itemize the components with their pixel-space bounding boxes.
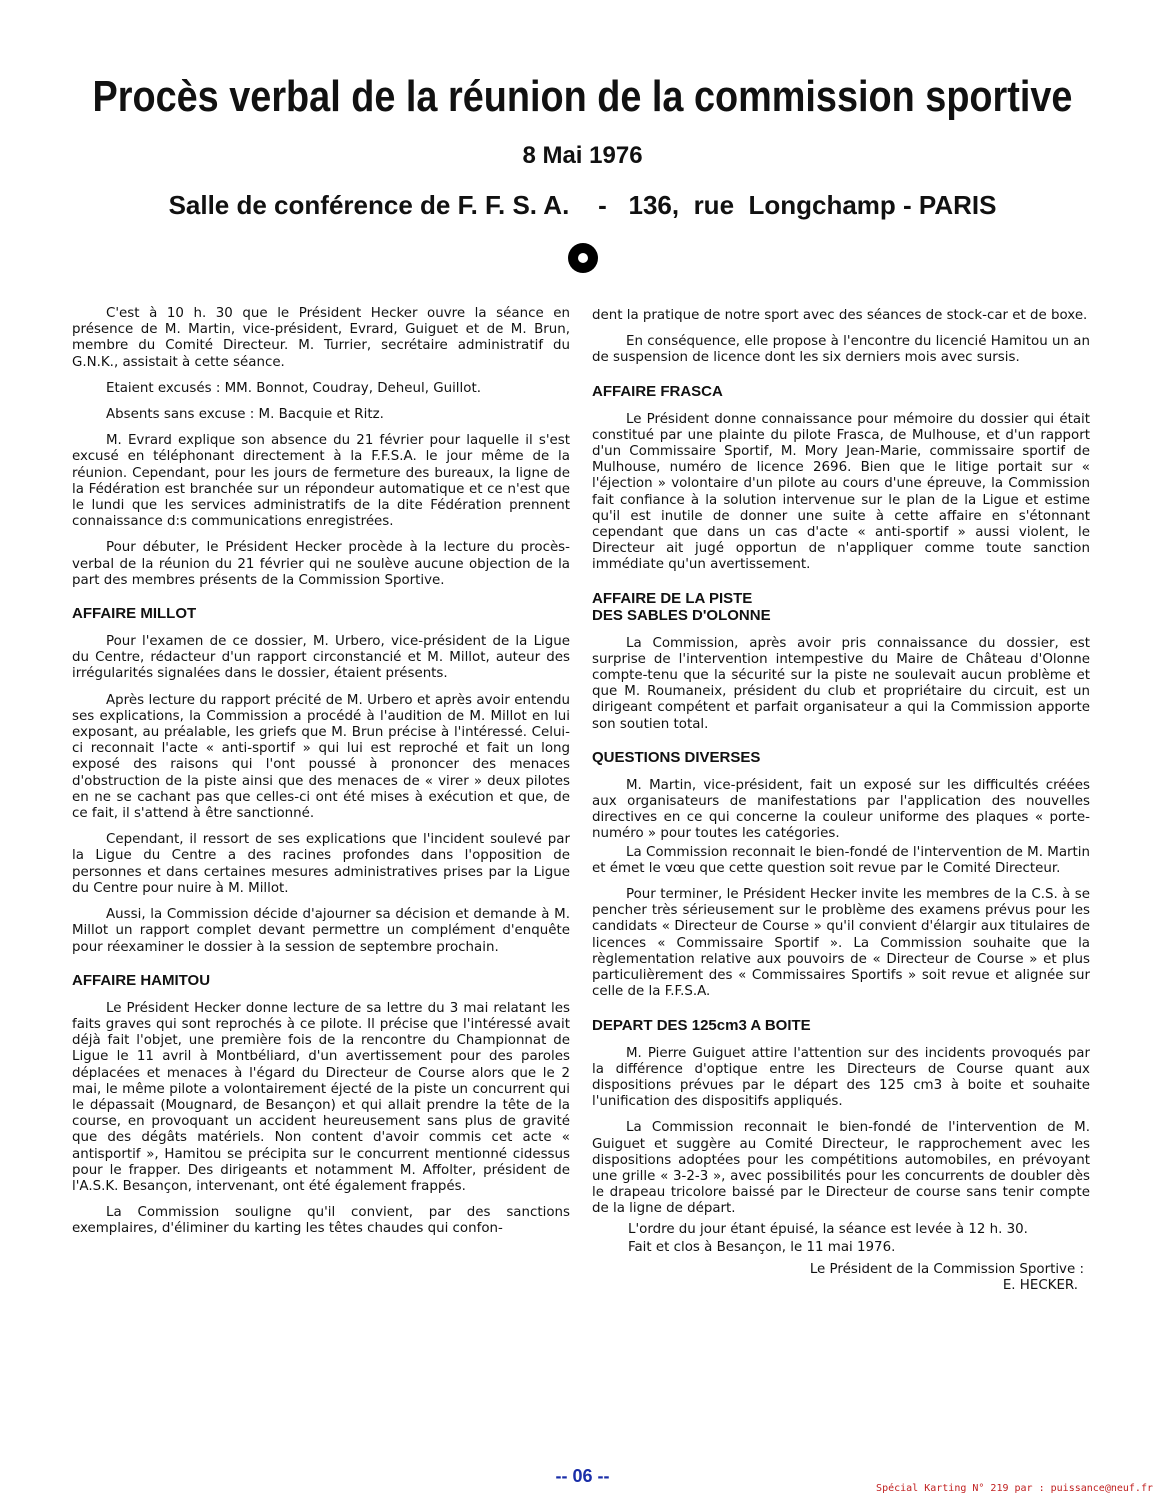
paragraph: En conséquence, elle propose à l'encontre du licencié Hamitou un an de suspension de licence dont les six derniers mois avec sursis. xyxy=(592,334,1090,366)
paragraph: Fait et clos à Besançon, le 11 mai 1976. xyxy=(628,1239,896,1255)
paragraph: Pour l'examen de ce dossier, M. Urbero, vice-président de la Ligue du Centre, rédacteur d'un rapport circonstancié et M. Millot, auteur des irrégularités signalées dans le dossier, étaient présents. xyxy=(72,634,570,682)
paragraph: Etaient excusés : MM. Bonnot, Coudray, Deheul, Guillot. xyxy=(106,380,481,396)
footer-credit: Spécial Karting N° 219 par : puissance@neuf.fr xyxy=(876,1483,1153,1494)
meeting-date: 8 Mai 1976 xyxy=(522,142,643,169)
paragraph: La Commission, après avoir pris connaissance du dossier, est surprise de l'intervention intempestive du Maire de Château d'Olonne compte-tenu que la sécurité sur la piste ne soulevait aucun problème et que M. Roumaneix, président du club et propriétaire du circuit, est un dirigeant compétent et parfait organisateur a qui la Commission apporte son soutien total. xyxy=(592,635,1090,732)
paragraph: Absents sans excuse : M. Bacquie et Ritz. xyxy=(106,407,384,423)
section-heading-hamitou: AFFAIRE HAMITOU xyxy=(72,971,211,989)
paragraph: Après lecture du rapport précité de M. Urbero et après avoir entendu ses explications, la Commission a procédé à l'audition de M. Millot en lui exposant, au préalable, les griefs que M. Brun précise à l'intéressé. Celui-ci reconnait l'acte « anti-sportif » qui lui est reproché et fait un long exposé des raisons qui l'ont poussé à prononcer des menaces d'obstruction de la piste ainsi que des menaces de « virer » deux pilotes en ne se cachant pas que celles-ci ont été mises à exécution et que, de ce fait, il s'attend à être sanctionné. xyxy=(72,692,570,822)
paragraph: Aussi, la Commission décide d'ajourner sa décision et demande à M. Millot un rapport complet devant permettre un complément d'enquête pour réexaminer le dossier à la session de septembre prochain. xyxy=(72,907,570,955)
paragraph: Le Président Hecker donne lecture de sa lettre du 3 mai relatant les faits graves qui sont reprochés à ce pilote. Il précise que l'intéressé avait déjà fait l'objet, une première fois de la rencontre du Championnat de Ligue le 11 avril à Montbéliard, d'un avertissement pour des paroles déplacées et menaces à l'égard du Directeur de Course alors que le 2 mai, le même pilote a volontairement éjecté de la piste un concurrent qui le dépassait (Mougnard, de Besançon) et qui allait prendre la tête de la course, en provoquant un accident heureusement sans plus de gravité que des dégâts matériels. Non content d'avoir commis cet acte « antisportif », Hamitou se précipita sur le concurrent mentionné cidessus pour le frapper. Des dirigeants et notamment M. Affolter, président de l'A.S.K. Besançon, intervenant, ont été également frappés. xyxy=(72,1000,570,1194)
paragraph: M. Pierre Guiguet attire l'attention sur des incidents provoqués par la différence d'optique entre les Directeurs de Course quant aux dispositions prévues par le départ des 125 cm3 à boite et souhaite l'unification des dispositifs appliqués. xyxy=(592,1045,1090,1110)
paragraph: Cependant, il ressort de ses explications que l'incident soulevé par la Ligue du Centre a des racines profondes dans l'opposition de personnes et dans certaines mesures administratives prises par la Ligue du Centre pour nuire à M. Millot. xyxy=(72,832,570,896)
section-heading-questions: QUESTIONS DIVERSES xyxy=(592,748,761,766)
section-heading-depart: DEPART DES 125cm3 A BOITE xyxy=(592,1016,811,1034)
heading-line: AFFAIRE DE LA PISTE xyxy=(592,589,753,607)
paragraph: La Commission reconnait le bien-fondé de l'intervention de M. Martin et émet le vœu que cette question soit revue par le Comité Directeur. xyxy=(592,844,1090,876)
page-title: Procès verbal de la réunion de la commission sportive xyxy=(92,72,1073,121)
page-number: -- 06 -- xyxy=(555,1466,610,1486)
paragraph: M. Martin, vice-président, fait un exposé sur les difficultés créées aux organisateurs de manifestations par l'application des nouvelles directives en ce qui concerne la couleur uniforme des plaques « porte-numéro » pour toutes les catégories. xyxy=(592,777,1090,842)
right-column xyxy=(592,308,1090,1294)
section-heading-frasca: AFFAIRE FRASCA xyxy=(592,382,723,400)
paragraph: La Commission reconnait le bien-fondé de l'intervention de M. Guiguet et suggère au Comité Directeur, le rapprochement avec les dispositions adoptées pour les compétitions automobiles, en prévoyant une grille « 3-2-3 », avec possibilités pour les concurrents de doubler dès le drapeau tricolore baissé par le Directeur de course sans tenir compte de la ligne de départ. xyxy=(592,1120,1090,1217)
paragraph: C'est à 10 h. 30 que le Président Hecker ouvre la séance en présence de M. Martin, vice-président, Evrard, Guiguet et de M. Brun, membre du Comité Directeur. M. Turrier, secrétaire administratif du G.N.K., assistait à cette séance. xyxy=(72,306,570,370)
paragraph: Pour débuter, le Président Hecker procède à la lecture du procès-verbal de la réunion du 21 février qui ne soulève aucune objection de la part des membres présents de la Commission Sportive. xyxy=(72,540,570,588)
paragraph: M. Evrard explique son absence du 21 février pour laquelle il s'est excusé en téléphonant directement à la F.F.S.A. le jour même de la réunion. Cependant, pour les jours de fermeture des bureaux, la ligne de la Fédération est branchée sur un répondeur automatique et ce n'est que le lundi que les services administratifs de la dite Fédération prennent connaissance d:s communications enregistrées. xyxy=(72,433,570,530)
paragraph: La Commission souligne qu'il convient, par des sanctions exemplaires, d'éliminer du karting les têtes chaudes qui confon- xyxy=(72,1205,570,1237)
paragraph: L'ordre du jour étant épuisé, la séance est levée à 12 h. 30. xyxy=(628,1221,1028,1237)
paragraph: dent la pratique de notre sport avec des séances de stock-car et de boxe. xyxy=(592,308,1088,323)
section-heading-piste xyxy=(592,590,1090,624)
signature-name: E. HECKER. xyxy=(1002,1278,1078,1294)
bullet-ornament-icon xyxy=(568,243,598,273)
meeting-place: Salle de conférence de F. F. S. A. - 136, rue Longchamp - PARIS xyxy=(168,190,997,220)
heading-line: DES SABLES D'OLONNE xyxy=(592,606,771,624)
signature-block xyxy=(592,1262,1090,1294)
signature-title: Le Président de la Commission Sportive : xyxy=(809,1261,1084,1277)
section-heading-millot: AFFAIRE MILLOT xyxy=(72,605,197,623)
left-column xyxy=(72,306,570,1248)
paragraph: Le Président donne connaissance pour mémoire du dossier qui était constitué par une plainte du pilote Frasca, de Mulhouse, et d'un rapport d'un Commissaire Sportif, M. Mory Jean-Marie, commissaire sportif de Mulhouse, numéro de licence 2696. Bien que le litige portait sur « l'éjection » volontaire d'un pilote au cours d'une épreuve, la Commission fait confiance à la solution intervenue sur le plan de la Ligue et estime qu'il est inutile de donner une suite à cette affaire en s'étonnant cependant que dans un cas d'acte « anti-sportif » aussi violent, le Directeur ait jugé opportun de n'appliquer comme toute sanction immédiate qu'un avertissement. xyxy=(592,411,1090,573)
paragraph: Pour terminer, le Président Hecker invite les membres de la C.S. à se pencher très sérieusement sur le problème des examens prévus pour les candidats « Directeur de Course » qu'il convient d'élargir aux titulaires de licences « Commissaire Sportif ». La Commission souhaite que la règlementation relative aux pouvoirs de « Directeur de Course » et plus particulièrement des « Commissaires Sportifs » soit revue et alignée sur celle de la F.F.S.A. xyxy=(592,887,1090,1000)
